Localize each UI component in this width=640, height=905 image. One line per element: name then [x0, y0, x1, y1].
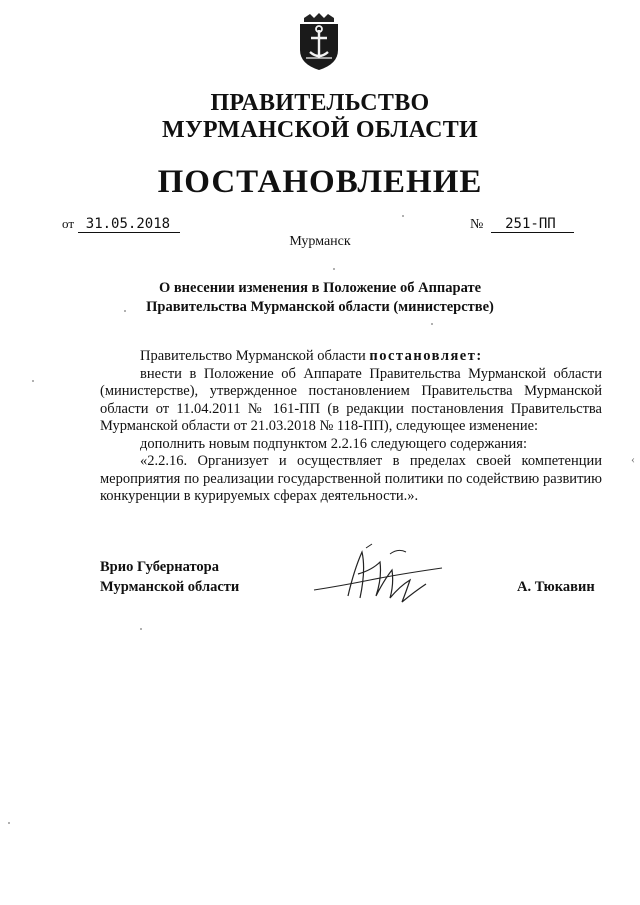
subject-line2: Правительства Мурманской области (министерстве)	[146, 299, 494, 315]
handwritten-signature	[310, 540, 450, 610]
date-prefix: от	[62, 216, 75, 231]
scan-speck	[32, 380, 34, 382]
number-value: 251-ПП	[491, 216, 574, 233]
decree-intro-text: Правительство Мурманской области	[140, 348, 366, 364]
scan-speck	[8, 822, 10, 824]
subject-heading	[0, 279, 640, 317]
signatory-position-line1: Врио Губернатора	[100, 559, 219, 575]
body-paragraph-3: «2.2.16. Организует и осуществляет в пределах своей компетенции мероприятия по реализации государственной политики по содействию развитию конкуренции в курируемых сферах деятельности.».	[100, 453, 602, 504]
decree-intro	[100, 348, 602, 366]
date-value: 31.05.2018	[78, 216, 180, 233]
signatory-position-line2: Мурманской области	[100, 579, 240, 595]
signatory-name: А. Тюкавин	[517, 579, 595, 595]
org-name-line1: ПРАВИТЕЛЬСТВО	[210, 90, 430, 116]
scan-speck	[333, 268, 335, 270]
signatory-position	[100, 557, 239, 597]
number-prefix: №	[470, 217, 484, 232]
city-label: Мурманск	[289, 234, 351, 249]
date-field	[62, 216, 180, 233]
document-type-title: ПОСТАНОВЛЕНИЕ	[157, 164, 483, 200]
margin-mark: ‹	[631, 452, 635, 466]
scan-speck	[431, 323, 433, 325]
scan-speck	[402, 215, 404, 217]
scan-speck	[140, 628, 142, 630]
document-body	[100, 348, 602, 506]
body-paragraph-2: дополнить новым подпунктом 2.2.16 следующего содержания:	[140, 435, 528, 452]
body-paragraph-1: внести в Положение об Аппарате Правительства Мурманской области (министерстве), утвержденное постановлением Правительства Мурманской области от 11.04.2011 № 161-ПП (в редакции постановления Правительства Мурманской области от 21.03.2018 № 118-ПП), следующее изменение:	[100, 365, 602, 434]
scan-speck	[124, 310, 126, 312]
subject-line1: О внесении изменения в Положение об Аппарате	[158, 280, 482, 296]
org-name-line2: МУРМАНСКОЙ ОБЛАСТИ	[162, 117, 478, 143]
coat-of-arms-icon	[296, 12, 342, 72]
decree-word: постановляет:	[369, 348, 483, 364]
number-field	[470, 216, 574, 233]
